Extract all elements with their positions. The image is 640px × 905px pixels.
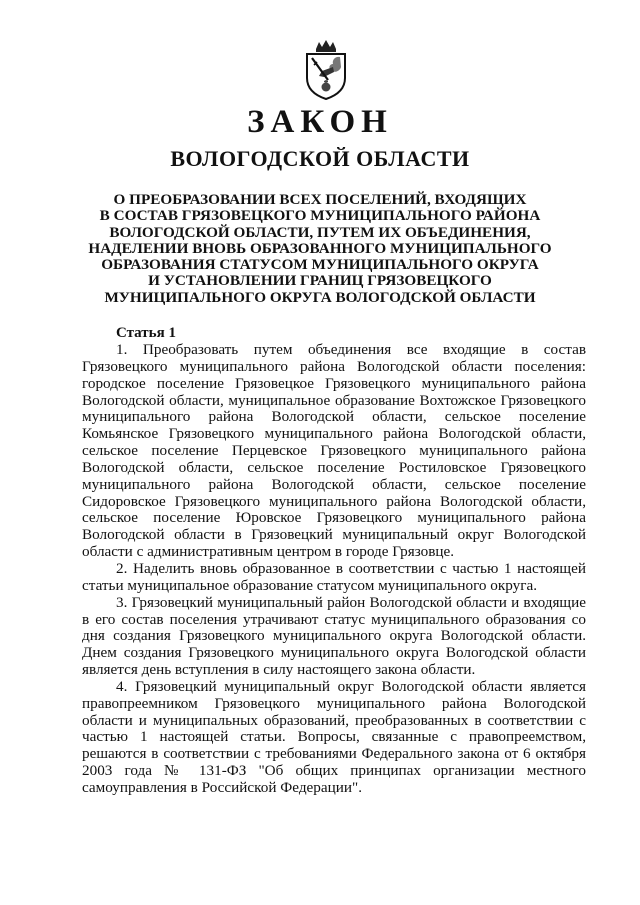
region-title: ВОЛОГОДСКОЙ ОБЛАСТИ [170,146,470,171]
subject-line: О ПРЕОБРАЗОВАНИИ ВСЕХ ПОСЕЛЕНИЙ, ВХОДЯЩИХ [113,191,527,208]
subject-line: ВОЛОГОДСКОЙ ОБЛАСТИ, ПУТЕМ ИХ ОБЪЕДИНЕНИЯ, [109,223,531,241]
subject-line: МУНИЦИПАЛЬНОГО ОКРУГА ВОЛОГОДСКОЙ ОБЛАСТИ [104,288,536,306]
article-paragraph: 4. Грязовецкий муниципальный округ Вологодской области является правопреемником Грязовецкого муниципального района Вологодской области и муниципальных образований, преобразованных в соответствии с частью 1 настоящей статьи. Вопросы, связанные с правопреемством, решаются в соответствии с требованиями Федерального закона от 6 октября 2003 года № 131-ФЗ "Об общих принципах организации местного самоуправления в Российской Федерации". [82,677,586,796]
law-title: ЗАКОН [247,104,393,140]
subject-line: ОБРАЗОВАНИЯ СТАТУСОМ МУНИЦИПАЛЬНОГО ОКРУГА [101,256,539,274]
subject-line: И УСТАНОВЛЕНИИ ГРАНИЦ ГРЯЗОВЕЦКОГО [148,272,492,290]
article-paragraph: 3. Грязовецкий муниципальный район Вологодской области и входящие в его состав поселения утрачивают статус муниципального образования со дня создания Грязовецкого муниципального округа Вологодской области. Днем создания Грязовецкого муниципального округа Вологодской области является день вступления в силу настоящего закона области. [82,593,586,679]
regional-coat-of-arms-icon [302,40,350,100]
subject-line: В СОСТАВ ГРЯЗОВЕЦКОГО МУНИЦИПАЛЬНОГО РАЙОНА [99,207,541,225]
article-paragraph: 2. Наделить вновь образованное в соответствии с частью 1 настоящей статьи муниципальное образование статусом муниципального округа. [82,559,586,594]
article-body [82,342,586,797]
law-subject [60,192,580,306]
subject-line: НАДЕЛЕНИИ ВНОВЬ ОБРАЗОВАННОГО МУНИЦИПАЛЬНОГО [88,239,552,257]
article-paragraph: 1. Преобразовать путем объединения все входящие в состав Грязовецкого муниципального района Вологодской области поселения: городское поселение Грязовецкое Грязовецкого муниципального района Вологодской области, муниципальное образование Вохтожское Грязовецкого муниципального района Вологодской области, сельское поселение Комьянское Грязовецкого муниципального района Вологодской области, сельское поселение Перцевское Грязовецкого муниципального района Вологодской области, сельское поселение Ростиловское Грязовецкого муниципального района Вологодской области, сельское поселение Сидоровское Грязовецкого муниципального района Вологодской области, сельское поселение Юровское Грязовецкого муниципального района Вологодской области в Грязовецкий муниципальный округ Вологодской области с административным центром в городе Грязовце. [82,341,586,561]
article-heading: Статья 1 [116,325,176,341]
